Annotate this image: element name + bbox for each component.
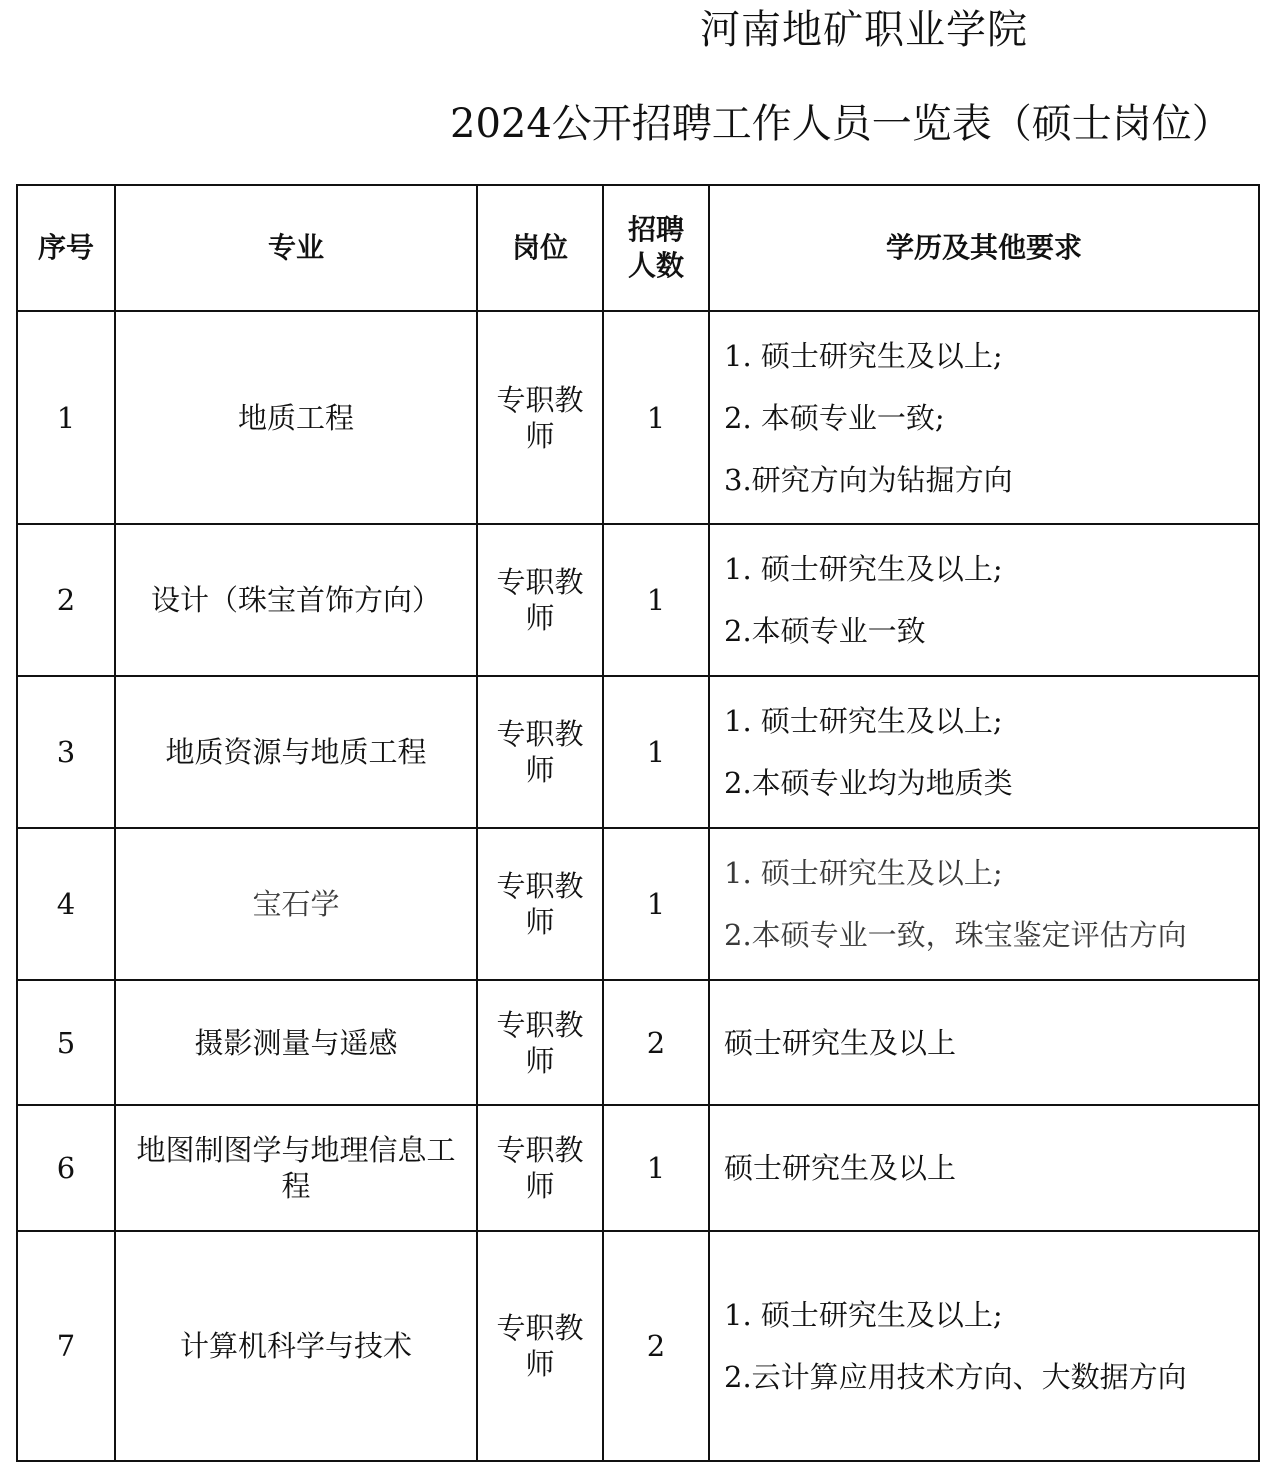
row-post-line2: 师 [525, 905, 555, 939]
row-no: 5 [17, 980, 115, 1105]
row-count: 2 [603, 1231, 709, 1461]
header-count-line1: 招聘 [627, 213, 684, 246]
row-count: 1 [603, 676, 709, 828]
row-post-line1: 专职教 [496, 717, 584, 751]
row-post-line1: 专职教 [496, 1133, 584, 1167]
table-row [17, 311, 1259, 524]
requirement-line: 1. 硕士研究生及以上; [724, 856, 1003, 890]
requirement-line: 1. 硕士研究生及以上; [724, 1298, 1003, 1332]
row-count: 1 [603, 311, 709, 524]
row-post [477, 311, 603, 524]
row-post-line2: 师 [525, 1169, 555, 1203]
row-major: 宝石学 [115, 828, 477, 980]
row-requirements [709, 311, 1259, 524]
row-requirements [709, 1231, 1259, 1461]
row-count: 1 [603, 524, 709, 676]
requirement-line: 硕士研究生及以上 [724, 1025, 957, 1060]
header-requirements: 学历及其他要求 [709, 185, 1259, 311]
recruitment-table [16, 184, 1260, 1462]
requirement-line: 2.本硕专业一致，珠宝鉴定评估方向 [724, 918, 1187, 952]
row-requirements [709, 828, 1259, 980]
table-row [17, 1231, 1259, 1461]
requirement-line: 1. 硕士研究生及以上; [724, 704, 1003, 738]
requirement-line: 1. 硕士研究生及以上; [724, 552, 1003, 586]
header-count [603, 185, 709, 311]
document-subtitle: 2024公开招聘工作人员一览表（硕士岗位） [450, 101, 1232, 147]
row-post [477, 980, 603, 1105]
requirement-line: 2. 本硕专业一致; [724, 400, 945, 435]
table-header-row [17, 185, 1259, 311]
row-major: 设计（珠宝首饰方向） [115, 524, 477, 676]
row-requirements [709, 676, 1259, 828]
table-row [17, 676, 1259, 828]
row-post-line2: 师 [525, 753, 555, 787]
row-post [477, 524, 603, 676]
requirement-line: 2.本硕专业一致 [724, 614, 926, 648]
row-post-line1: 专职教 [496, 1311, 584, 1345]
row-post-line2: 师 [525, 1043, 555, 1078]
row-post [477, 676, 603, 828]
row-major: 计算机科学与技术 [115, 1231, 477, 1461]
row-requirements [709, 524, 1259, 676]
table-row [17, 1105, 1259, 1231]
row-post-line1: 专职教 [496, 869, 584, 903]
header-no: 序号 [17, 185, 115, 311]
row-no: 3 [17, 676, 115, 828]
row-post-line2: 师 [525, 601, 555, 635]
row-major: 地图制图学与地理信息工程 [115, 1105, 477, 1231]
header-count-line2: 人数 [627, 249, 684, 282]
row-no: 1 [17, 311, 115, 524]
requirement-line: 3.研究方向为钻掘方向 [724, 462, 1013, 497]
table-row [17, 980, 1259, 1105]
requirement-line: 1. 硕士研究生及以上; [724, 338, 1003, 373]
row-post-line1: 专职教 [496, 1007, 584, 1042]
row-post-line2: 师 [525, 418, 555, 453]
row-post [477, 1231, 603, 1461]
header-post: 岗位 [477, 185, 603, 311]
row-major: 地质资源与地质工程 [115, 676, 477, 828]
row-major: 地质工程 [115, 311, 477, 524]
row-count: 2 [603, 980, 709, 1105]
row-no: 6 [17, 1105, 115, 1231]
row-no: 2 [17, 524, 115, 676]
requirement-line: 硕士研究生及以上 [724, 1151, 957, 1185]
row-post-line1: 专职教 [496, 382, 584, 417]
row-no: 4 [17, 828, 115, 980]
table-row [17, 524, 1259, 676]
row-major: 摄影测量与遥感 [115, 980, 477, 1105]
header-major: 专业 [115, 185, 477, 311]
row-post-line2: 师 [525, 1347, 555, 1381]
row-post [477, 828, 603, 980]
row-no: 7 [17, 1231, 115, 1461]
document-title: 河南地矿职业学院 [700, 7, 1028, 53]
row-post [477, 1105, 603, 1231]
requirement-line: 2.本硕专业均为地质类 [724, 766, 1013, 800]
row-count: 1 [603, 828, 709, 980]
requirement-line: 2.云计算应用技术方向、大数据方向 [724, 1360, 1187, 1394]
row-requirements [709, 1105, 1259, 1231]
row-requirements [709, 980, 1259, 1105]
table-row [17, 828, 1259, 980]
row-count: 1 [603, 1105, 709, 1231]
row-post-line1: 专职教 [496, 565, 584, 599]
